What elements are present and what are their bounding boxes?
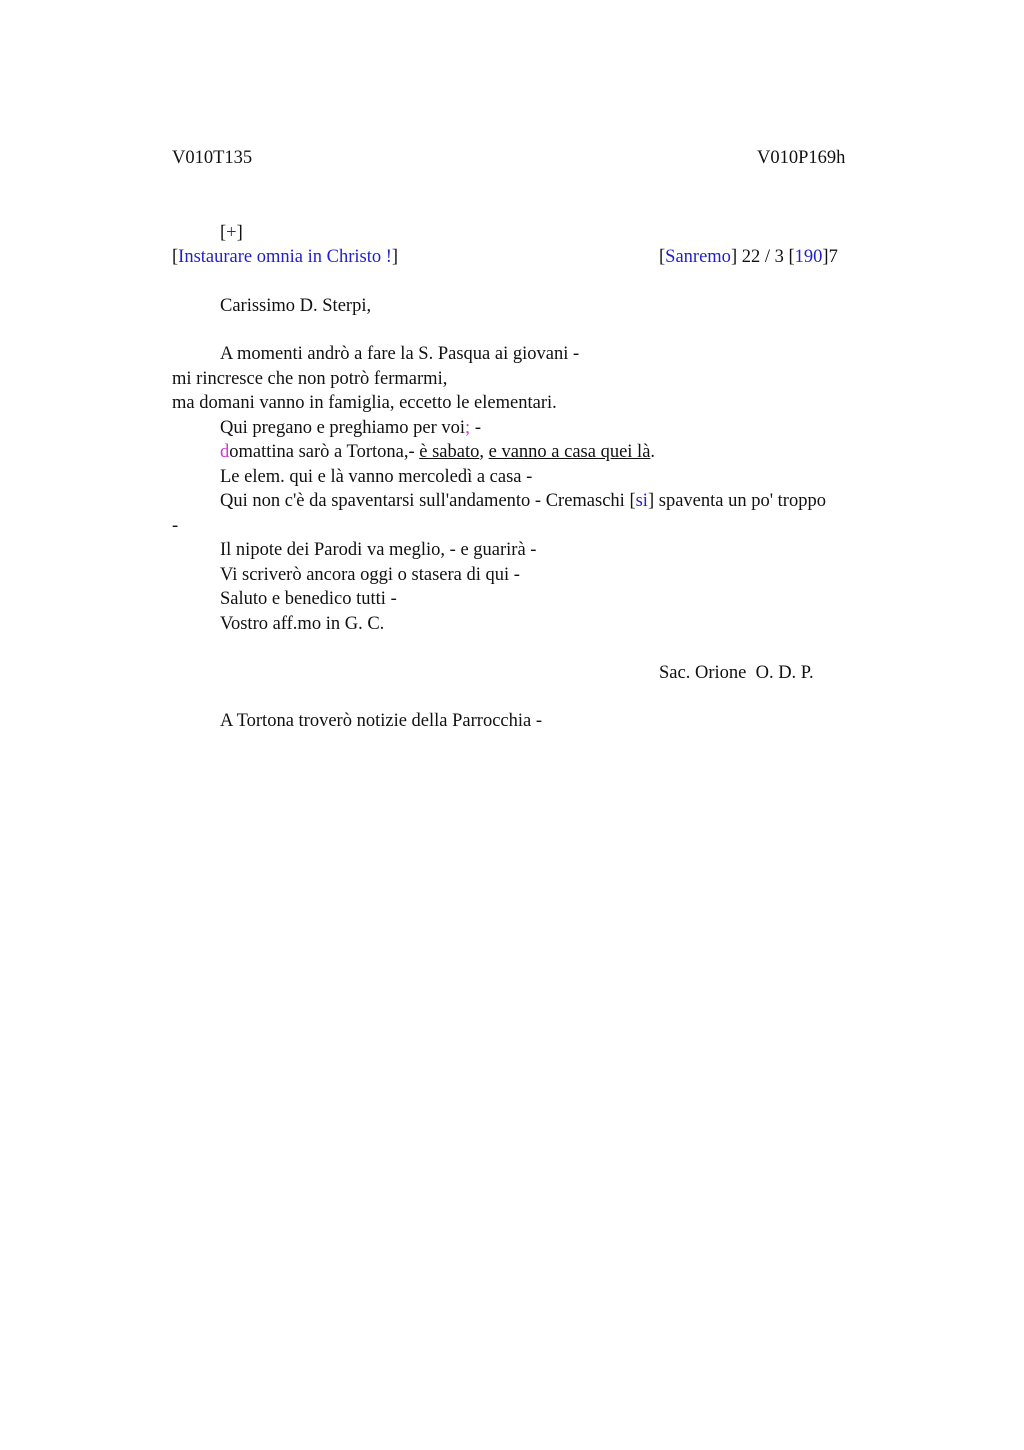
signature: Sac. Orione O. D. P. — [659, 663, 814, 683]
body-line: Vi scriverò ancora oggi o stasera di qui - — [220, 565, 520, 585]
dateline: [Sanremo] 22 / 3 [190]7 — [659, 247, 838, 267]
body-line: ma domani vanno in famiglia, eccetto le elementari. — [172, 393, 557, 413]
motto: [Instaurare omnia in Christo !] — [172, 247, 399, 267]
body-line: Le elem. qui e là vanno mercoledì a casa - — [220, 467, 533, 487]
correction-mark: d — [220, 442, 230, 462]
body-line: Qui pregano e preghiamo per voi; - — [220, 418, 481, 438]
document-code-left: V010T135 — [172, 148, 253, 168]
underlined-text: è sabato — [419, 442, 480, 462]
underlined-text: e vanno a casa quei là — [488, 442, 651, 462]
cross-mark: [+] — [220, 223, 243, 243]
editorial-insert: si — [635, 491, 648, 511]
body-line: domattina sarò a Tortona,- è sabato, e vanno a casa quei là. — [220, 442, 656, 462]
body-line: A momenti andrò a fare la S. Pasqua ai giovani - — [220, 344, 580, 364]
body-line: mi rincresce che non potrò fermarmi, — [172, 369, 448, 389]
body-line: Saluto e benedico tutti - — [220, 589, 397, 609]
closing-line: Vostro aff.mo in G. C. — [220, 614, 385, 634]
correction-mark: ; — [465, 418, 471, 438]
motto-text: Instaurare omnia in Christo ! — [178, 247, 392, 267]
body-line: Il nipote dei Parodi va meglio, - e guarirà - — [220, 540, 537, 560]
body-line-continuation: - — [172, 516, 179, 536]
document-code-right: V010P169h — [757, 148, 846, 168]
dateline-place: Sanremo — [665, 247, 731, 267]
body-line: Qui non c'è da spaventarsi sull'andamento - Cremaschi [si] spaventa un po' troppo — [220, 491, 826, 511]
dateline-year-insert: 190 — [794, 247, 823, 267]
postscript: A Tortona troverò notizie della Parrocchia - — [220, 711, 542, 731]
cross-insert: + — [226, 223, 237, 243]
salutation: Carissimo D. Sterpi, — [220, 296, 372, 316]
